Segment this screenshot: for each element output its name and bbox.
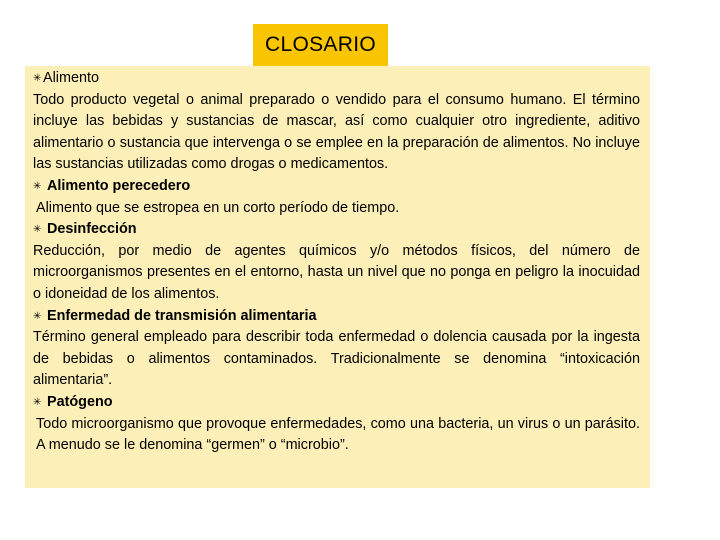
term-label: Alimento perecedero bbox=[47, 177, 191, 194]
asterisk-bullet-icon: ✳ bbox=[33, 180, 42, 192]
glossary-definition-patogeno: Todo microorganismo que provoque enfermedades, como una bacteria, un virus o un parásito. A menudo se le denomina “germen” o “microbio”. bbox=[36, 415, 640, 454]
glossary-term-alimento-perecedero bbox=[33, 176, 640, 198]
glossary-term-enfermedad-transmision bbox=[33, 306, 640, 328]
glossary-definition-desinfeccion: Reducción, por medio de agentes químicos y/o métodos físicos, del número de microorganismos presentes en el entorno, hasta un nivel que no ponga en peligro la inocuidad o idoneidad de los alimentos. bbox=[33, 242, 640, 302]
glossary-term-desinfeccion bbox=[33, 219, 640, 241]
glossary-title-box bbox=[253, 24, 388, 66]
term-label: Patógeno bbox=[47, 393, 113, 410]
asterisk-bullet-icon: ✳ bbox=[33, 224, 42, 236]
glossary-definition-enfermedad-transmision: Término general empleado para describir toda enfermedad o dolencia causada por la ingesta de bebidas o alimentos contaminados. Tradicionalmente se denomina “intoxicación alimentaria”. bbox=[33, 329, 640, 389]
asterisk-bullet-icon: ✳ bbox=[33, 396, 42, 408]
term-label: Enfermedad de transmisión alimentaria bbox=[47, 307, 317, 324]
glossary-term-alimento bbox=[33, 68, 640, 90]
glossary-definition-alimento-perecedero: Alimento que se estropea en un corto período de tiempo. bbox=[36, 199, 400, 216]
term-label: Alimento bbox=[43, 70, 99, 86]
glossary-term-patogeno bbox=[33, 392, 640, 414]
page-title: CLOSARIO bbox=[265, 33, 376, 56]
asterisk-bullet-icon: ✳ bbox=[33, 73, 42, 84]
asterisk-bullet-icon: ✳ bbox=[33, 310, 42, 322]
glossary-content bbox=[25, 66, 650, 488]
term-label: Desinfección bbox=[47, 221, 137, 238]
glossary-definition-alimento: Todo producto vegetal o animal preparado o vendido para el consumo humano. El término incluye las bebidas y sustancias de mascar, así como cualquier otro ingrediente, aditivo alimentario o sustancia que intervenga o se emplee en la preparación de alimentos. No incluye las sustancias utilizadas como drogas o medicamentos. bbox=[33, 91, 640, 173]
